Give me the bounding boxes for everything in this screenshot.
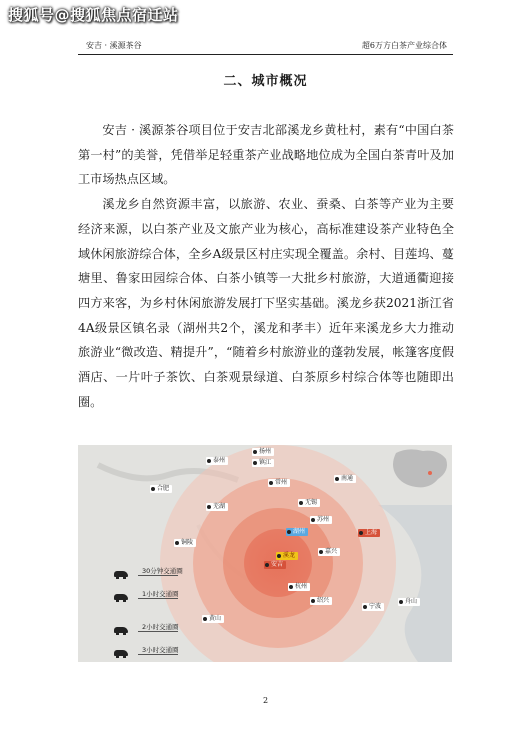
city-label-location: 溪龙 bbox=[276, 552, 298, 560]
legend-line bbox=[138, 598, 178, 599]
car-icon bbox=[114, 627, 128, 633]
header-right: 超6万方白茶产业综合体 bbox=[361, 41, 447, 50]
paragraph-1: 安吉 · 溪源茶谷项目位于安吉北部溪龙乡黄杜村，素有“中国白茶第一村”的美誉，凭借举足轻重茶产业战略地位成为全国白茶青叶及加工市场热点区域。 bbox=[78, 123, 454, 187]
city-label: 镇江 bbox=[252, 459, 274, 467]
city-label: 芜湖 bbox=[206, 503, 228, 511]
city-label: 常州 bbox=[268, 479, 290, 487]
city-label: 无锡 bbox=[298, 499, 320, 507]
paragraph-2: 溪龙乡自然资源丰富，以旅游、农业、蚕桑、白茶等产业为主要经济来源，以白茶产业及文旅产业为核心，高标准建设茶产业特色全域休闲旅游综合体，全乡A级景区村庄实现全覆盖。余村、目莲坞、蔓塘里、鲁家田园综合体、白茶小镇等一大批乡村旅游，大道通衢迎接四方来客，为乡村休闲旅游发展打下坚实基础。溪龙乡获2021浙江省4A级景区镇名录（湖州共2个，溪龙和孝丰）近年来溪龙乡大力推动旅游业“微改造、精提升”，“随着乡村旅游业的蓬勃发展，帐篷客度假酒店、一片叶子茶饮、白茶观景绿道、白茶原乡村综合体等也随即出圈。 bbox=[78, 197, 454, 409]
city-label: 合肥 bbox=[150, 485, 172, 493]
city-label-highlight: 上海 bbox=[358, 529, 380, 537]
page-header bbox=[78, 36, 453, 55]
city-label: 泰州 bbox=[206, 457, 228, 465]
legend-label: 1小时交通圈 bbox=[142, 590, 179, 598]
city-label: 舟山 bbox=[398, 598, 420, 606]
city-label: 绍兴 bbox=[310, 597, 332, 605]
watermark: 搜狐号@搜狐焦点宿迁站 bbox=[8, 6, 179, 24]
city-label: 铜陵 bbox=[174, 539, 196, 547]
city-label: 嘉兴 bbox=[318, 548, 340, 556]
legend-label: 3小时交通圈 bbox=[142, 646, 179, 654]
city-label: 扬州 bbox=[252, 448, 274, 456]
page-number: 2 bbox=[262, 696, 269, 705]
body-text bbox=[78, 118, 454, 414]
car-icon bbox=[114, 650, 128, 656]
legend-line bbox=[138, 575, 178, 576]
car-icon bbox=[114, 571, 128, 577]
city-label: 黄山 bbox=[202, 615, 224, 623]
city-label: 苏州 bbox=[310, 516, 332, 524]
header-left: 安吉 · 溪源茶谷 bbox=[86, 41, 142, 50]
legend-label: 2小时交通圈 bbox=[142, 623, 179, 631]
legend-label: 30分钟交通圈 bbox=[142, 567, 183, 575]
city-label-highlight: 湖州 bbox=[286, 528, 308, 536]
city-label-location: 安吉 bbox=[264, 561, 286, 569]
car-icon bbox=[114, 594, 128, 600]
legend-line bbox=[138, 654, 178, 655]
traffic-circle-map bbox=[78, 445, 452, 662]
legend-line bbox=[138, 631, 178, 632]
section-title: 二、城市概况 bbox=[223, 74, 308, 89]
city-label: 宁波 bbox=[362, 603, 384, 611]
city-label: 南通 bbox=[334, 475, 356, 483]
city-label: 杭州 bbox=[288, 583, 310, 591]
map-background bbox=[78, 445, 452, 662]
